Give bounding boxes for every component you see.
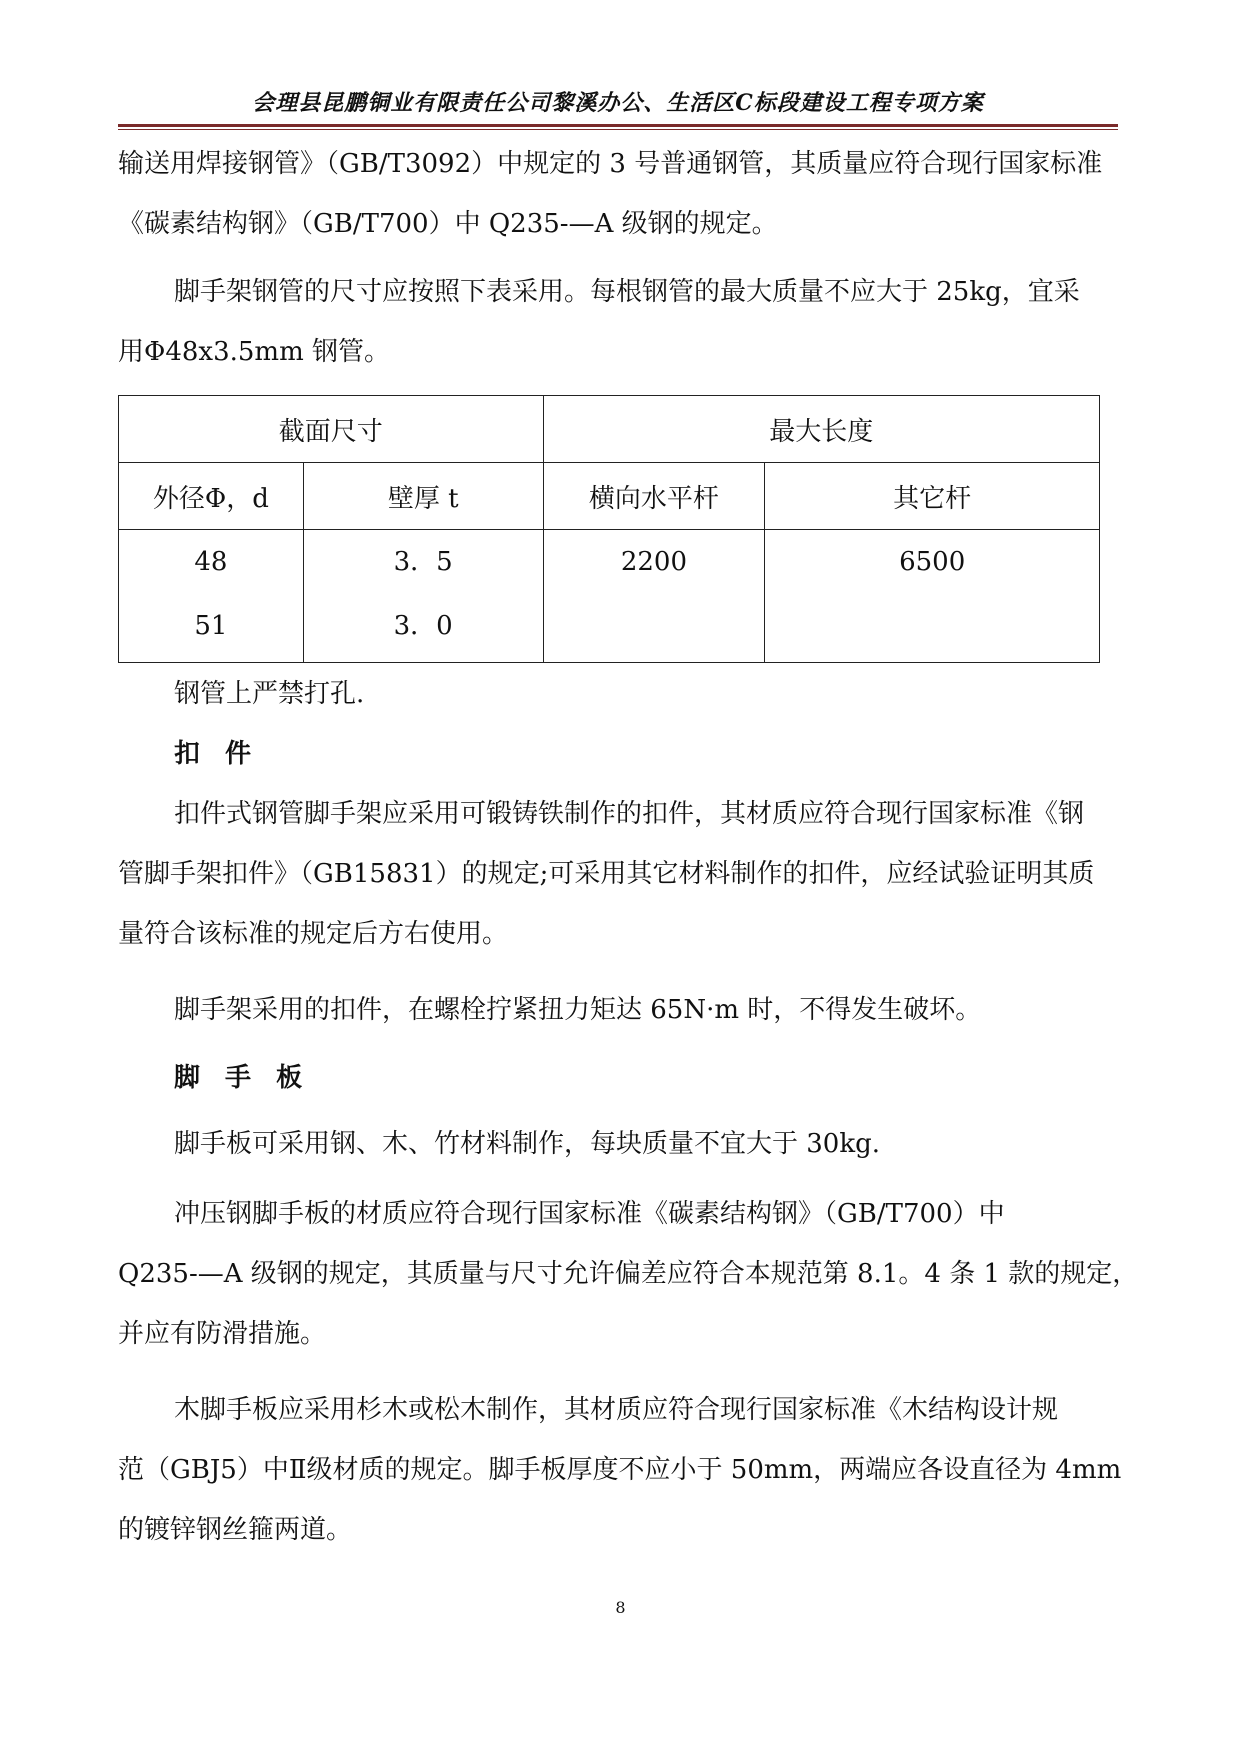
paragraph-6: 脚手板可采用钢、木、竹材料制作，每块质量不宜大于 30kg. <box>174 1129 881 1159</box>
paragraph-2-line-2: 用Φ48x3.5mm 钢管。 <box>118 337 390 367</box>
paragraph-1-line-2: 《碳素结构钢》（GB/T700）中 Q235-—A 级钢的规定。 <box>118 209 778 239</box>
table-header-wall-thickness: 壁厚 t <box>303 463 543 530</box>
table-cell-outer-2: 51 <box>194 611 228 641</box>
paragraph-7-line-3: 并应有防滑措施。 <box>118 1319 327 1349</box>
paragraph-8-line-2: 范（GBJ5）中Ⅱ级材质的规定。脚手板厚度不应小于 50mm，两端应各设直径为 4mm <box>118 1455 1122 1485</box>
paragraph-8-line-1: 木脚手板应采用杉木或松木制作，其材质应符合现行国家标准《木结构设计规 <box>174 1395 1059 1425</box>
table-cell-other-values <box>765 530 1100 663</box>
paragraph-5: 脚手架采用的扣件，在螺栓拧紧扭力矩达 65N·m 时，不得发生破坏。 <box>174 995 982 1025</box>
table-group-max-length: 最大长度 <box>543 396 1099 463</box>
paragraph-8-line-3: 的镀锌钢丝箍两道。 <box>118 1515 353 1545</box>
table-cell-other-1: 6500 <box>899 547 966 577</box>
paragraph-4-line-2: 管脚手架扣件》（GB15831）的规定;可采用其它材料制作的扣件，应经试验证明其质 <box>118 859 1095 889</box>
table-header-other-bar: 其它杆 <box>765 463 1100 530</box>
steel-pipe-size-table <box>118 395 1100 663</box>
heading-scaffold-board: 脚 手 板 <box>174 1063 311 1093</box>
paragraph-3: 钢管上严禁打孔. <box>174 679 365 709</box>
table-cell-wall-1: 3．5 <box>393 547 453 577</box>
paragraph-7-line-1: 冲压钢脚手板的材质应符合现行国家标准《碳素结构钢》（GB/T700）中 <box>174 1199 1005 1229</box>
header-rule-thin <box>118 129 1118 130</box>
table-cell-horizontal-1: 2200 <box>620 547 688 577</box>
paragraph-4-line-1: 扣件式钢管脚手架应采用可锻铸铁制作的扣件，其材质应符合现行国家标准《钢 <box>174 799 1085 829</box>
table-cell-horizontal-values <box>543 530 765 663</box>
header-rule-thick <box>118 124 1118 127</box>
table-cell-wall-2: 3．0 <box>393 611 453 641</box>
table-cell-outer-values <box>119 530 304 663</box>
table-cell-outer-1: 48 <box>194 547 228 577</box>
table-header-outer-diameter: 外径Φ，d <box>119 463 304 530</box>
page-number: 8 <box>615 1598 626 1617</box>
table-cell-wall-values <box>303 530 543 663</box>
heading-fastener: 扣 件 <box>174 739 260 769</box>
paragraph-1-line-1: 输送用焊接钢管》（GB/T3092）中规定的 3 号普通钢管，其质量应符合现行国家标准 <box>118 149 1103 179</box>
table-group-section-size: 截面尺寸 <box>119 396 544 463</box>
paragraph-4-line-3: 量符合该标准的规定后方右使用。 <box>118 919 509 949</box>
paragraph-7-line-2: Q235-—A 级钢的规定，其质量与尺寸允许偏差应符合本规范第 8.1。4 条 1 款的规定， <box>118 1259 1139 1289</box>
document-header: 会理县昆鹏铜业有限责任公司黎溪办公、生活区C标段建设工程专项方案 <box>252 90 984 116</box>
paragraph-2-line-1: 脚手架钢管的尺寸应按照下表采用。每根钢管的最大质量不应大于 25kg，宜采 <box>174 277 1080 307</box>
table-header-horizontal-bar: 横向水平杆 <box>543 463 765 530</box>
